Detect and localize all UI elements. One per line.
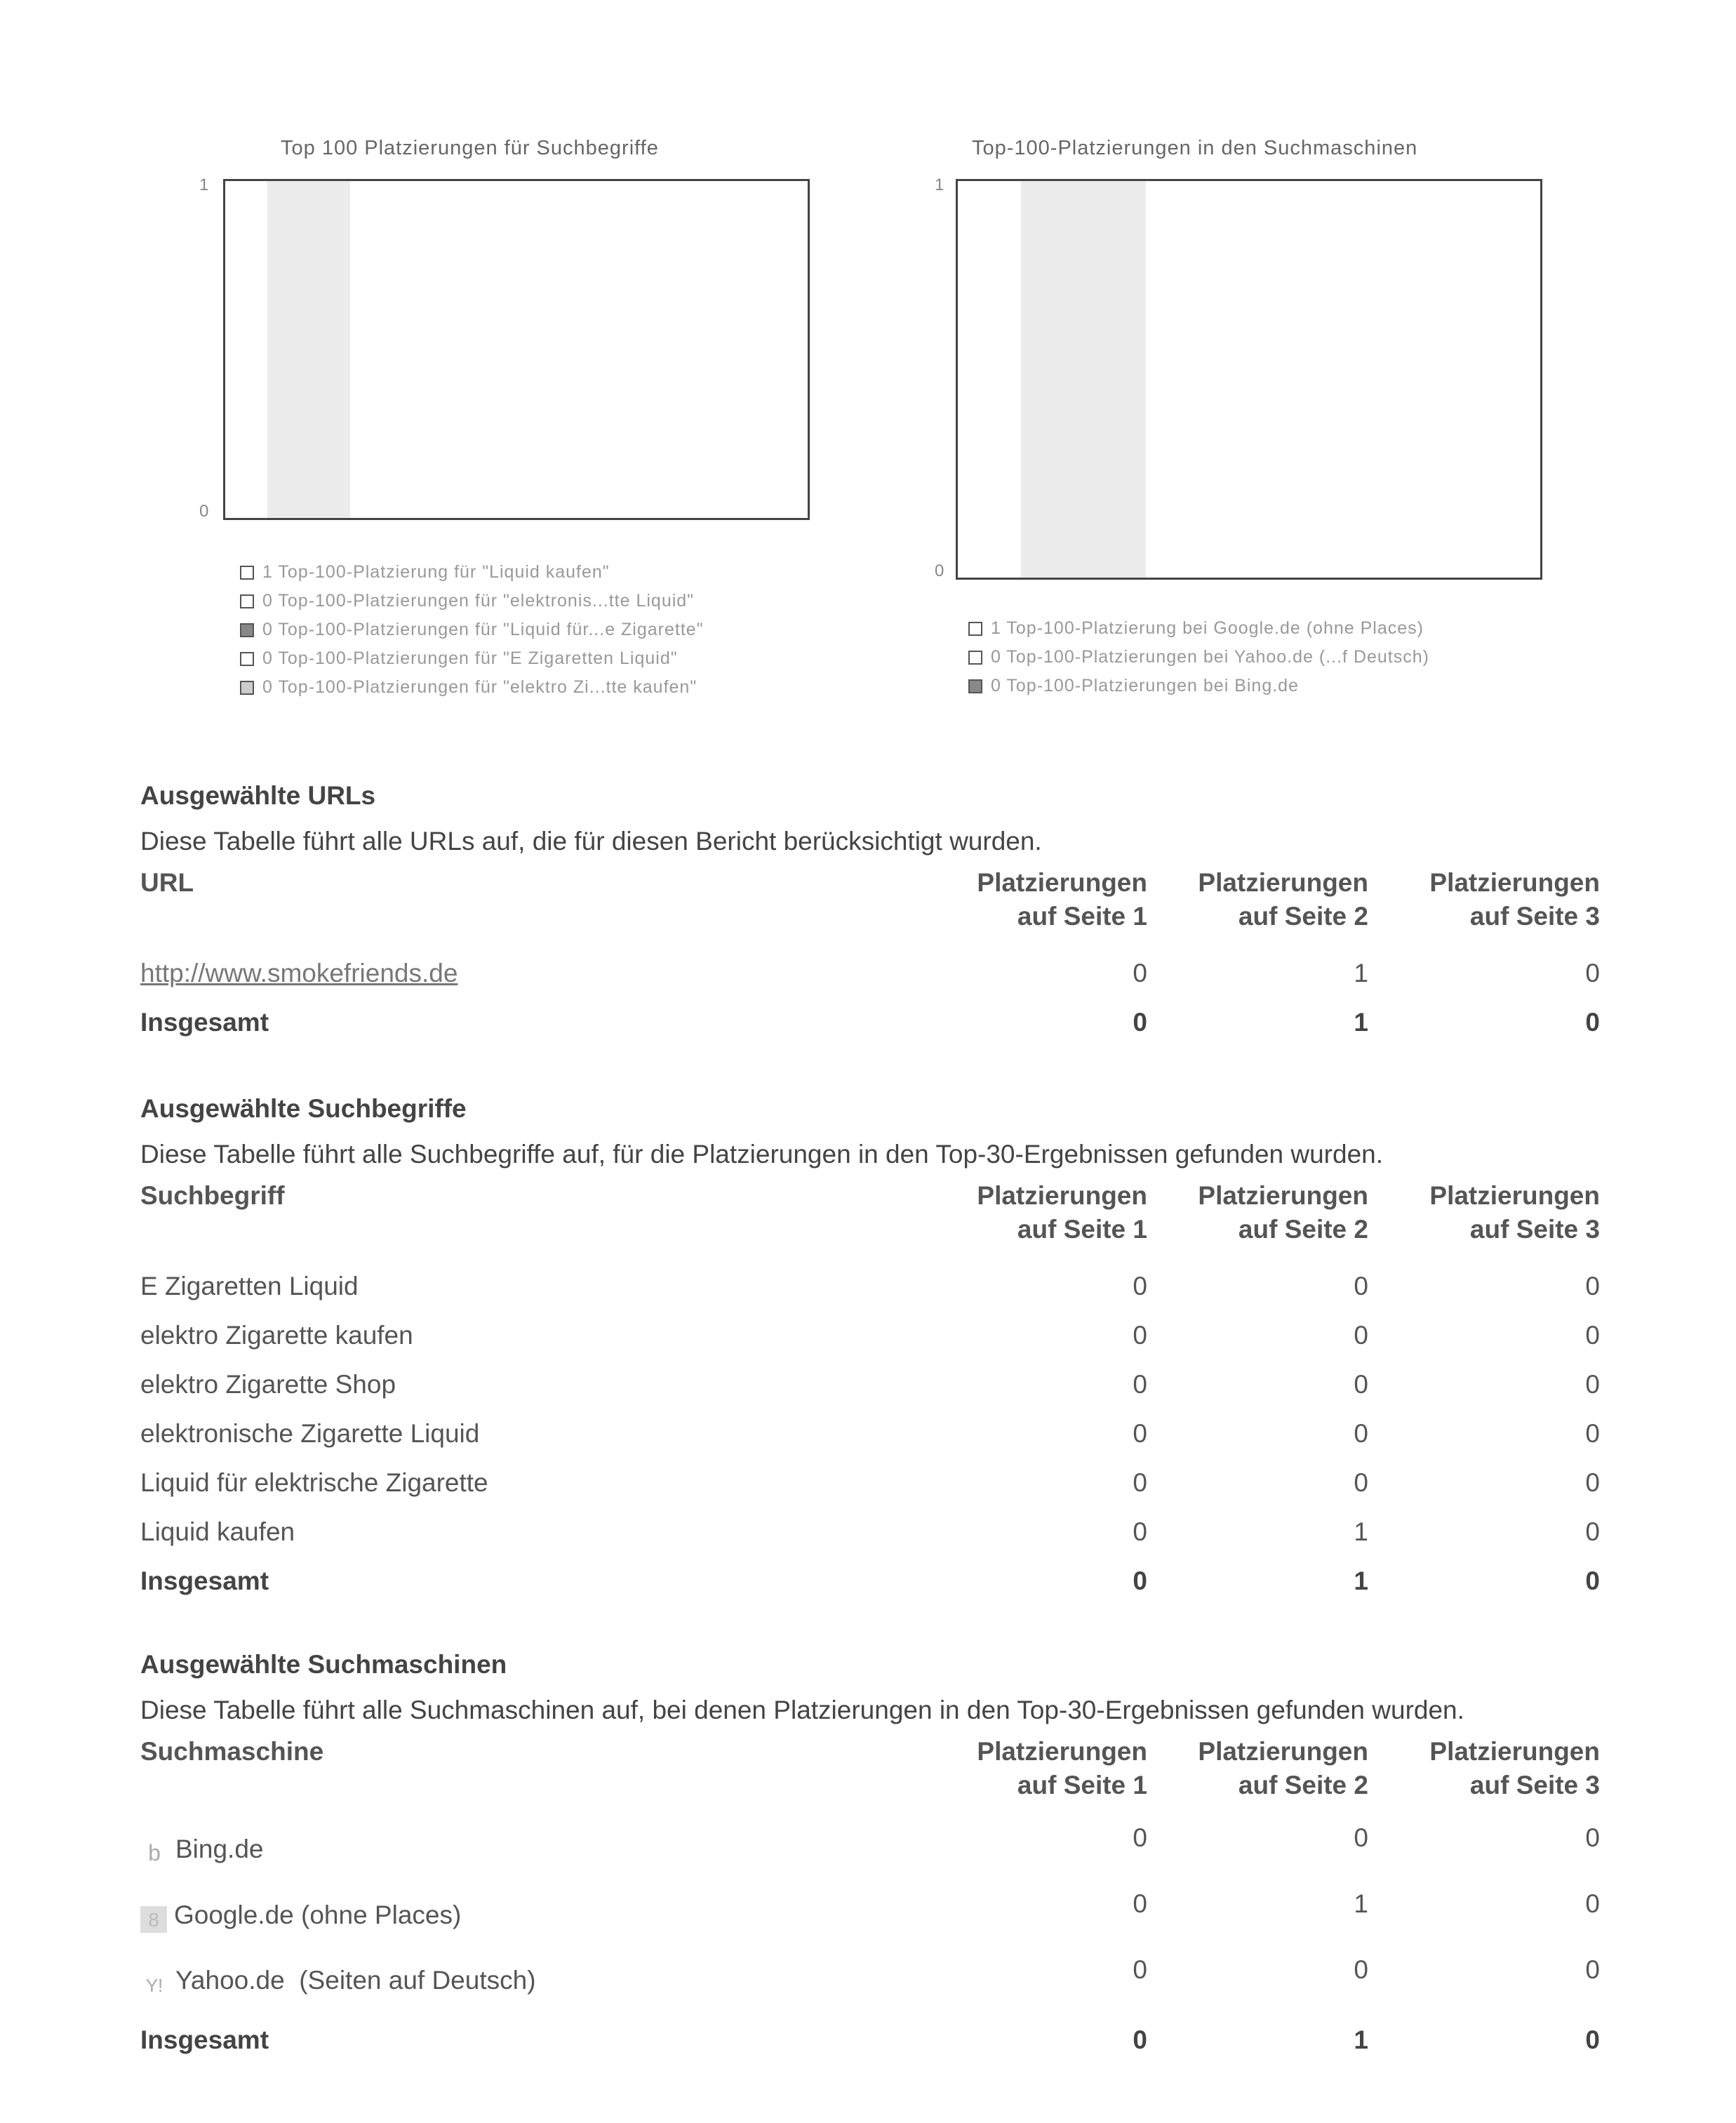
total-label: Insgesamt — [140, 2025, 269, 2054]
section-heading: Ausgewählte Suchbegriffe — [140, 1094, 467, 1123]
cell-page-1: 0 — [1133, 1889, 1147, 1918]
legend-item — [240, 587, 704, 615]
chart-title: Top-100-Platzierungen in den Suchmaschinen — [972, 137, 1418, 159]
legend-label: 1 Top-100-Platzierung für "Liquid kaufen" — [262, 562, 610, 582]
section-urls — [140, 775, 1600, 1047]
section-keywords — [140, 1088, 1600, 1606]
total-label: Insgesamt — [140, 1566, 269, 1595]
table-header-row — [140, 1735, 1600, 1818]
legend-label: 0 Top-100-Platzierungen für "elektronis...tte Liquid" — [262, 591, 695, 611]
legend-item — [240, 558, 704, 587]
total-page-2: 1 — [1354, 1566, 1368, 1595]
cell-page-3: 0 — [1585, 1370, 1600, 1399]
cell-page-3: 0 — [1585, 1889, 1600, 1918]
legend-swatch — [240, 623, 254, 637]
keyword-label: elektro Zigarette Shop — [140, 1370, 396, 1399]
section-search-engines — [140, 1644, 1600, 2065]
cell-page-2: 0 — [1354, 1370, 1368, 1399]
legend-swatch — [968, 622, 982, 636]
legend-swatch — [240, 681, 254, 695]
chart-legend — [240, 558, 704, 702]
cell-page-2: 0 — [1354, 1419, 1368, 1448]
cell-page-2: 0 — [1354, 1955, 1368, 1984]
legend-swatch — [240, 566, 254, 580]
table-row — [140, 1262, 1600, 1311]
column-header-page-3: Platzierungen auf Seite 3 — [1429, 1737, 1600, 1799]
keywords-table — [140, 1179, 1600, 1606]
plot-area — [223, 179, 810, 520]
total-page-3: 0 — [1585, 2025, 1600, 2054]
cell-page-2: 0 — [1354, 1823, 1368, 1852]
keyword-label: Liquid kaufen — [140, 1517, 295, 1546]
table-row — [140, 949, 1600, 998]
bar — [267, 181, 350, 518]
legend-label: 0 Top-100-Platzierungen für "E Zigaretten Liquid" — [262, 648, 678, 668]
cell-page-2: 1 — [1354, 1517, 1368, 1546]
total-page-2: 1 — [1354, 1008, 1368, 1037]
cell-page-3: 0 — [1585, 1823, 1600, 1852]
google-icon: 8 — [140, 1906, 167, 1933]
table-row — [140, 1311, 1600, 1360]
y-axis-tick-top: 1 — [199, 175, 209, 194]
cell-page-1: 0 — [1133, 1823, 1147, 1852]
total-row — [140, 998, 1600, 1047]
legend-item — [968, 614, 1429, 643]
cell-page-1: 0 — [1133, 1468, 1147, 1497]
cell-page-1: 0 — [1133, 1272, 1147, 1300]
cell-page-3: 0 — [1585, 1517, 1600, 1546]
total-row — [140, 1557, 1600, 1606]
y-axis-tick-bottom: 0 — [935, 561, 944, 580]
search-engine-label: Yahoo.de (Seiten auf Deutsch) — [175, 1966, 536, 1995]
legend-item — [240, 673, 704, 702]
search-engines-table — [140, 1735, 1600, 2065]
urls-table — [140, 866, 1600, 1047]
y-axis-tick-bottom: 0 — [199, 502, 209, 521]
table-row — [140, 1458, 1600, 1508]
legend-item — [240, 615, 704, 644]
legend-swatch — [240, 594, 254, 608]
cell-page-3: 0 — [1585, 959, 1600, 987]
total-page-1: 0 — [1133, 1008, 1147, 1037]
cell-page-1: 0 — [1133, 959, 1147, 987]
legend-label: 0 Top-100-Platzierungen bei Yahoo.de (...f Deutsch) — [991, 647, 1429, 667]
total-row — [140, 2016, 1600, 2065]
cell-page-1: 0 — [1133, 1370, 1147, 1399]
section-heading: Ausgewählte Suchmaschinen — [140, 1650, 507, 1679]
column-header-page-1: Platzierungen auf Seite 1 — [977, 1737, 1147, 1799]
cell-page-1: 0 — [1133, 1321, 1147, 1350]
legend-swatch — [968, 651, 982, 665]
section-description: Diese Tabelle führt alle URLs auf, die für diesen Bericht berücksichtigt wurden. — [140, 827, 1042, 856]
cell-page-3: 0 — [1585, 1955, 1600, 1984]
total-page-2: 1 — [1354, 2025, 1368, 2054]
table-header-row — [140, 1179, 1600, 1262]
search-engine-label: Google.de (ohne Places) — [174, 1901, 462, 1929]
legend-swatch — [240, 652, 254, 666]
column-header-keyword: Suchbegriff — [140, 1181, 285, 1210]
legend-item — [968, 672, 1429, 700]
column-header-page-1: Platzierungen auf Seite 1 — [977, 1181, 1147, 1244]
cell-page-3: 0 — [1585, 1468, 1600, 1497]
keyword-label: elektro Zigarette kaufen — [140, 1321, 413, 1350]
table-row — [140, 1818, 1600, 1884]
legend-item — [240, 644, 704, 673]
total-page-1: 0 — [1133, 1566, 1147, 1595]
keyword-label: elektronische Zigarette Liquid — [140, 1419, 480, 1448]
legend-label: 0 Top-100-Platzierungen bei Bing.de — [991, 676, 1299, 696]
chart-legend — [968, 614, 1429, 700]
legend-label: 0 Top-100-Platzierungen für "elektro Zi...tte kaufen" — [262, 677, 697, 697]
column-header-page-3: Platzierungen auf Seite 3 — [1429, 1181, 1600, 1244]
cell-page-2: 1 — [1354, 959, 1368, 987]
cell-page-2: 0 — [1354, 1272, 1368, 1300]
legend-label: 0 Top-100-Platzierungen für "Liquid für...e Zigarette" — [262, 620, 704, 639]
column-header-page-1: Platzierungen auf Seite 1 — [977, 868, 1147, 931]
cell-page-3: 0 — [1585, 1272, 1600, 1300]
cell-page-2: 1 — [1354, 1889, 1368, 1918]
column-header-search-engine: Suchmaschine — [140, 1737, 324, 1766]
bar — [1021, 181, 1146, 578]
section-description: Diese Tabelle führt alle Suchmaschinen auf, bei denen Platzierungen in den Top-30-Ergebnissen gefunden wurden. — [140, 1696, 1464, 1724]
cell-page-2: 0 — [1354, 1468, 1368, 1497]
column-header-page-2: Platzierungen auf Seite 2 — [1198, 1181, 1368, 1244]
section-heading: Ausgewählte URLs — [140, 781, 376, 810]
cell-page-1: 0 — [1133, 1517, 1147, 1546]
column-header-page-2: Platzierungen auf Seite 2 — [1198, 1737, 1368, 1799]
total-page-3: 0 — [1585, 1008, 1600, 1037]
bing-icon: b — [148, 1840, 161, 1865]
section-description: Diese Tabelle führt alle Suchbegriffe auf, für die Platzierungen in den Top-30-Ergebnissen gefunden wurden. — [140, 1140, 1384, 1169]
cell-page-2: 0 — [1354, 1321, 1368, 1350]
plot-area — [956, 179, 1542, 580]
keyword-label: E Zigaretten Liquid — [140, 1272, 359, 1300]
column-header-page-3: Platzierungen auf Seite 3 — [1429, 868, 1600, 931]
total-page-1: 0 — [1133, 2025, 1147, 2054]
table-row — [140, 1409, 1600, 1458]
total-page-3: 0 — [1585, 1566, 1600, 1595]
legend-label: 1 Top-100-Platzierung bei Google.de (ohne Places) — [991, 618, 1424, 638]
table-row — [140, 1508, 1600, 1557]
legend-swatch — [968, 679, 982, 693]
cell-page-3: 0 — [1585, 1419, 1600, 1448]
search-engine-label: Bing.de — [175, 1835, 264, 1863]
chart-title: Top 100 Platzierungen für Suchbegriffe — [281, 137, 659, 159]
url-link[interactable]: http://www.smokefriends.de — [140, 959, 458, 987]
cell-page-3: 0 — [1585, 1321, 1600, 1350]
y-axis-tick-top: 1 — [935, 175, 944, 194]
table-row — [140, 1360, 1600, 1409]
cell-page-1: 0 — [1133, 1419, 1147, 1448]
yahoo-icon: Y! — [145, 1975, 163, 1996]
table-row — [140, 1950, 1600, 2016]
table-row — [140, 1884, 1600, 1950]
table-header-row — [140, 866, 1600, 949]
column-header-url: URL — [140, 868, 194, 897]
column-header-page-2: Platzierungen auf Seite 2 — [1198, 868, 1368, 931]
cell-page-1: 0 — [1133, 1955, 1147, 1984]
total-label: Insgesamt — [140, 1008, 269, 1037]
keyword-label: Liquid für elektrische Zigarette — [140, 1468, 488, 1497]
legend-item — [968, 643, 1429, 672]
